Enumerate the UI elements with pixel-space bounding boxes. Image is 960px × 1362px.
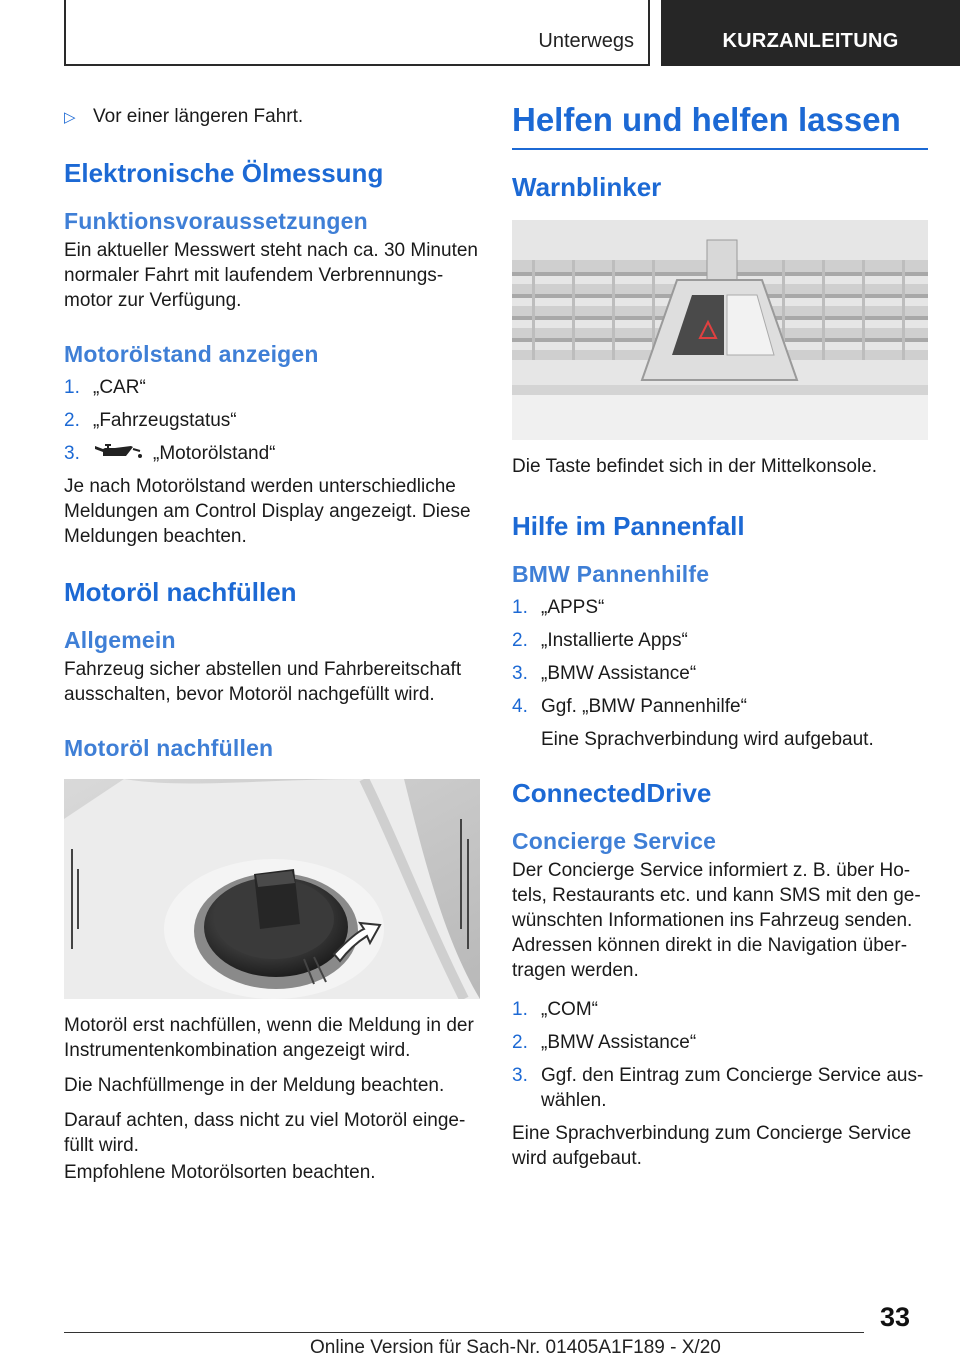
paragraph-n2: Die Nachfüllmenge in der Meldung beachten. xyxy=(64,1075,445,1096)
intro-bullet xyxy=(64,104,480,130)
heading-concierge: Concierge Service xyxy=(512,828,717,854)
header-chapter-tab xyxy=(661,0,960,66)
paragraph-warnblinker: Die Taste befindet sich in der Mittelkonsole. xyxy=(512,456,878,477)
header-section-label: Unterwegs xyxy=(538,30,634,52)
intro-bullet-text: Vor einer längeren Fahrt. xyxy=(93,106,304,127)
list-item xyxy=(512,997,928,1022)
left-column xyxy=(64,100,480,1185)
step-text: „BMW Assistance“ xyxy=(541,1032,697,1053)
list-panne xyxy=(512,595,928,752)
list-anzeigen xyxy=(64,375,480,466)
list-item xyxy=(512,1063,928,1113)
footer-rule xyxy=(64,1332,864,1333)
paragraph-anzeigen: Je nach Motorölstand werden unterschiedliche Meldungen am Control Display angezeigt. Diese Meldungen beachten. xyxy=(64,476,471,547)
heading-funktion: Funktionsvoraussetzungen xyxy=(64,208,368,234)
header-section-tab xyxy=(64,0,650,66)
footer-online-version: Online Version für Sach-Nr. 01405A1F189 - X/20 xyxy=(310,1337,721,1358)
heading-bmw-pannenhilfe: BMW Pannenhilfe xyxy=(512,561,710,587)
step-number: 1. xyxy=(512,999,528,1020)
heading-warnblinker: Warnblinker xyxy=(512,172,662,202)
oil-filler-illustration xyxy=(64,779,480,999)
step-number: 2. xyxy=(512,1032,528,1053)
paragraph-n4: Empfohlene Motorölsorten beachten. xyxy=(64,1162,376,1183)
step-text: „BMW Assistance“ xyxy=(541,663,697,684)
step-text: „Fahrzeugstatus“ xyxy=(93,410,237,431)
list-item xyxy=(512,1030,928,1055)
step-text: „CAR“ xyxy=(93,377,146,398)
step-text: „COM“ xyxy=(541,999,598,1020)
paragraph-n3: Darauf achten, dass nicht zu viel Motoröl eingefüllt wird. xyxy=(64,1110,466,1156)
heading-oelmessung: Elektronische Ölmessung xyxy=(64,158,384,188)
list-item xyxy=(64,375,480,400)
list-concierge xyxy=(512,997,928,1113)
page-number: 33 xyxy=(880,1302,911,1332)
step-number: 1. xyxy=(64,377,80,398)
list-item xyxy=(64,441,480,466)
step-subtext: Eine Sprachverbindung wird aufgebaut. xyxy=(541,729,874,750)
heading-panne: Hilfe im Pannenfall xyxy=(512,511,745,541)
heading-nachfuellen: Motoröl nachfüllen xyxy=(64,577,297,607)
heading-anzeigen: Motorölstand anzeigen xyxy=(64,341,319,367)
paragraph-concierge: Der Concierge Service informiert z. B. über Hotels, Restaurants etc. und kann SMS mit den gewünschten Informationen ins Fahrzeug senden. Adressen können direkt in die Navigation übertragen werden. xyxy=(512,860,921,981)
step-text: Ggf. „BMW Pannenhilfe“ xyxy=(541,696,747,717)
heading-helfen: Helfen und helfen lassen xyxy=(512,101,901,138)
paragraph-allgemein: Fahrzeug sicher abstellen und Fahrbereitschaft ausschalten, bevor Motoröl nachgefüllt wird. xyxy=(64,659,462,705)
step-number: 2. xyxy=(64,410,80,431)
list-item xyxy=(512,694,928,752)
step-text: „Installierte Apps“ xyxy=(541,630,688,651)
paragraph-concierge-2: Eine Sprachverbindung zum Concierge Service wird aufgebaut. xyxy=(512,1123,912,1169)
list-item xyxy=(512,661,928,686)
step-number: 3. xyxy=(512,1065,528,1086)
oil-can-icon xyxy=(93,441,147,463)
header-chapter-label: KURZANLEITUNG xyxy=(722,30,899,52)
step-text: „Motorölstand“ xyxy=(153,443,276,464)
heading-connecteddrive: ConnectedDrive xyxy=(512,778,712,808)
hazard-switch-image xyxy=(512,220,928,440)
step-number: 3. xyxy=(512,663,528,684)
step-text: Ggf. den Eintrag zum Concierge Service auswählen. xyxy=(541,1065,924,1111)
paragraph-n1: Motoröl erst nachfüllen, wenn die Meldung in der Instrumentenkombination angezeigt wird. xyxy=(64,1015,474,1061)
list-item xyxy=(512,595,928,620)
step-number: 2. xyxy=(512,630,528,651)
step-number: 1. xyxy=(512,597,528,618)
list-item xyxy=(64,408,480,433)
step-number: 4. xyxy=(512,696,528,717)
heading-rule xyxy=(512,148,928,150)
triangle-bullet-icon: ▷ xyxy=(64,109,76,126)
heading-allgemein: Allgemein xyxy=(64,627,176,653)
paragraph-funktion: Ein aktueller Messwert steht nach ca. 30 Minuten normaler Fahrt mit laufendem Verbrennungsmotor zur Verfügung. xyxy=(64,240,478,311)
step-number: 3. xyxy=(64,443,80,464)
oil-filler-image xyxy=(64,779,480,999)
step-text: „APPS“ xyxy=(541,597,605,618)
list-item xyxy=(512,628,928,653)
right-column xyxy=(512,100,928,1171)
hazard-switch-illustration xyxy=(512,220,928,440)
heading-nachfuellen-2: Motoröl nachfüllen xyxy=(64,735,274,761)
